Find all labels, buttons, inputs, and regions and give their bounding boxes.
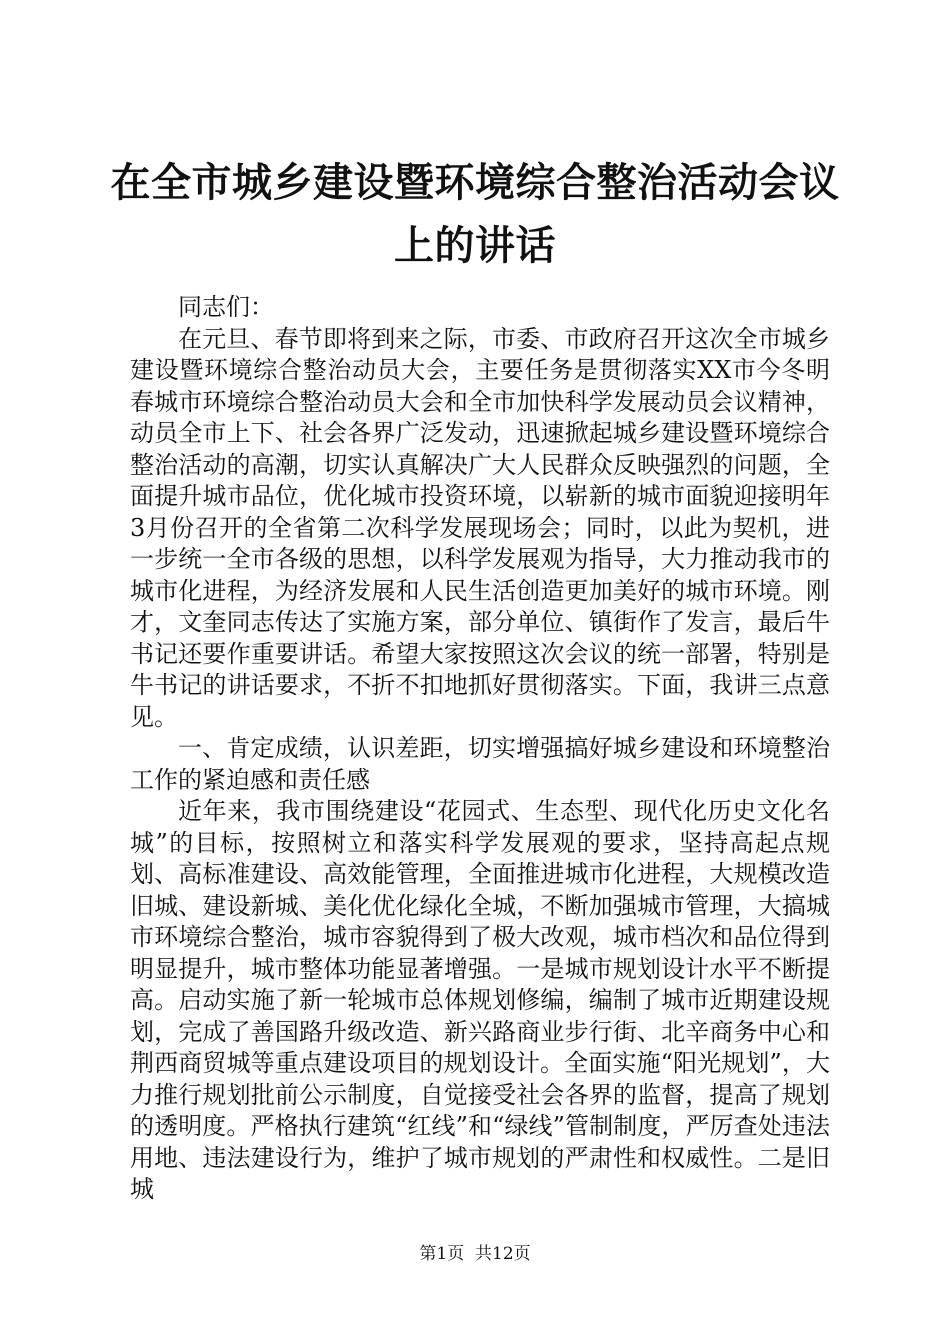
footer-page-mid: 页 共 xyxy=(447,1244,492,1264)
document-body xyxy=(130,292,830,1206)
section-heading-1: 一、肯定成绩，认识差距，切实增强搞好城乡建设和环境整治工作的紧迫感和责任感 xyxy=(130,734,830,794)
section-1-paragraph: 近年来，我市围绕建设“花园式、生态型、现代化历史文化名城”的目标，按照树立和落实科学发展观的要求，坚持高起点规划、高标准建设、高效能管理，全面推进城市化进程，大规模改造旧城、建设新城、美化优化绿化全城，不断加强城市管理，大搞城市环境综合整治，城市容貌得到了极大改观，城市档次和品位得到明显提升，城市整体功能显著增强。一是城市规划设计水平不断提高。启动实施了新一轮城市总体规划修编，编制了城市近期建设规划，完成了善国路升级改造、新兴路商业步行街、北辛商务中心和荆西商贸城等重点建设项目的规划设计。全面实施“阳光规划”，大力推行规划批前公示制度，自觉接受社会各界的监督，提高了规划的透明度。严格执行建筑“红线”和“绿线”管制制度，严厉查处违法用地、违法建设行为，维护了城市规划的严肃性和权威性。二是旧城 xyxy=(130,797,830,1203)
opening-paragraph: 在元旦、春节即将到来之际，市委、市政府召开这次全市城乡建设暨环境综合整治动员大会，主要任务是贯彻落实XX市今冬明春城市环境综合整治动员大会和全市加快科学发展动员会议精神，动员全市上下、社会各界广泛发动，迅速掀起城乡建设暨环境综合整治活动的高潮，切实认真解决广大人民群众反映强烈的问题，全面提升城市品位，优化城市投资环境，以崭新的城市面貌迎接明年3月份召开的全省第二次科学发展现场会；同时，以此为契机，进一步统一全市各级的思想，以科学发展观为指导，大力推动我市的城市化进程，为经济发展和人民生活创造更加美好的城市环境。刚才，文奎同志传达了实施方案，部分单位、镇街作了发言，最后牛书记还要作重要讲话。希望大家按照这次会议的统一部署，特别是牛书记的讲话要求，不折不扣地抓好贯彻落实。下面，我讲三点意见。 xyxy=(130,324,830,731)
page-footer xyxy=(0,1243,950,1265)
footer-total-pages: 12 xyxy=(492,1244,514,1264)
salutation-paragraph: 同志们： xyxy=(178,293,274,321)
document-title: 在全市城乡建设暨环境综合整治活动会议上的讲话 xyxy=(110,160,840,269)
footer-page-number: 1 xyxy=(436,1244,448,1264)
footer-page-suffix: 页 xyxy=(513,1244,531,1264)
footer-page-prefix: 第 xyxy=(419,1244,437,1264)
